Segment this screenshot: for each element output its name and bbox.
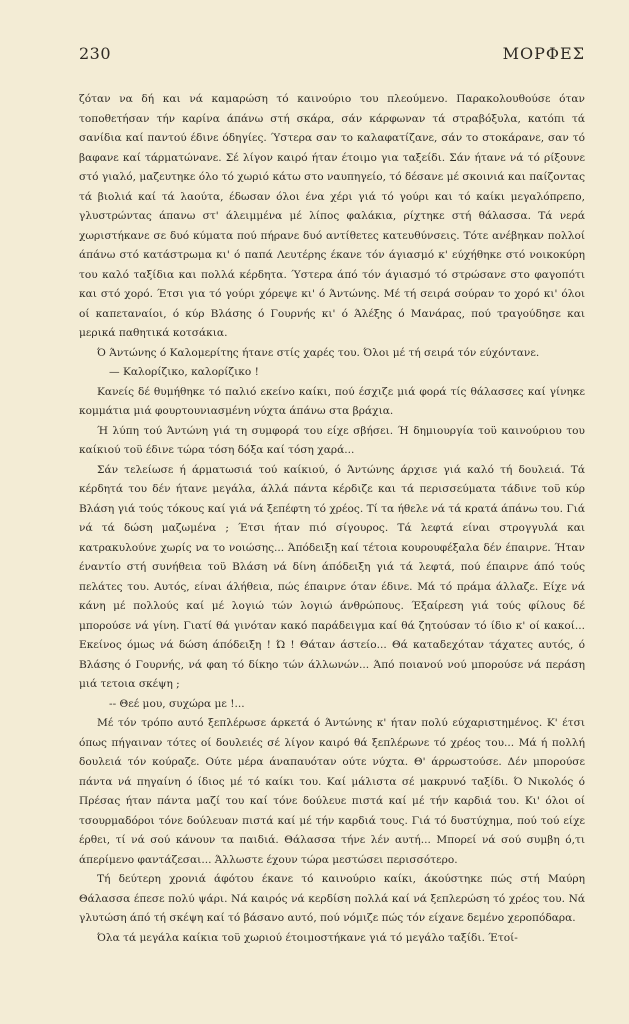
running-title: ΜΟΡΦΕΣ [502,44,585,63]
page-header [79,44,585,72]
paragraph: Ή λύπη τού Άντώνη γιά τη συμφορά του είχε σβήσει. Ή δημιουργία τοϋ καινούριου του καίκιού τοϋ έδινε τώρα τόση δόξα καί τόση χαρά... [79,424,585,456]
dialogue-line: — Καλορίζικο, καλορίζικο ! [109,366,259,378]
paragraph: Ό Άντώνης ό Καλομερίτης ήτανε στίς χαρές του. Όλοι μέ τή σειρά τόν εύχόντανε. [97,346,540,359]
body-text [79,90,585,948]
paragraph: Κανείς δέ θυμήθηκε τό παλιό εκείνο καίκι, πού έσχιζε μιά φορά τίς θάλασσες καί γίνηκε κομμάτια μιά φουρτουνιασμένη νύχτα άπάνω στα βράχια. [79,385,585,417]
paragraph: Τή δεύτερη χρονιά άφότου έκανε τό καινούριο καίκι, άκούστηκε πώς στή Μαύρη Θάλασσα έπεσε πολύ ψάρι. Νά καιρός νά κερδίση πολλά καί νά ξεπλερώση τό χρέος του. Νά γλυτώση άπό τή σκέψη καί τό βάσανο αυτό, πού νόμιζε πώς τόν είχανε δεμένο χεροπόδαρα. [79,873,585,924]
paragraph: Όλα τά μεγάλα καίκια τοϋ χωριού έτοιμοστήκανε γιά τό μεγάλο ταξίδι. Έτοί- [97,931,518,944]
paragraph: Μέ τόν τρόπο αυτό ξεπλέρωσε άρκετά ό Άντώνης κ' ήταν πολύ εύχαριστημένος. Κ' έτσι όπως πήγαιναν τότες οί δουλειές σέ λίγον καιρό θά ξεπλέρωνε τό χρέος του... Μά ή πολλή δουλειά τόν κούραζε. Ούτε μέρα άναπαυόταν ούτε νύχτα. Θ' άρρωστούσε. Δέν μπορούσε πάντα νά πηγαίνη ό ίδιος μέ τό καίκι του. Καί μάλιστα σέ μακρυνό ταξίδι. Ό Νικολός ό Πρέσας ήταν πάντα μαζί του καί τόνε δούλευε πιστά καί μέ τήν καρδιά του. Κι' όλοι οί τσουρμαδόροι τόνε δούλευαν πιστά καί μέ τήν καρδιά τους. Γιά τό δυστύχημα, πού τού είχε έρθει, τί νά σού κάνουν τα παιδιά. Θάλασσα τήνε λέν αυτή... Μπορεί νά σού συμβη ό,τι άπερίμενο φαντάζεσαι... Άλλωστε έχουν τώρα μεστώσει περισσότερο. [79,717,585,866]
dialogue-line: -- Θεέ μου, συχώρα με !... [109,697,245,710]
paragraph: Σάν τελείωσε ή άρματωσιά τού καίκιού, ό Άντώνης άρχισε γιά καλό τή δουλειά. Τά κέρδητά του δέν ήτανε μεγάλα, άλλά πάντα κέρδιζε και τά περισσεύματα τάδινε τοϋ κύρ Βλάση γιά τούς τόκους καί γιά νά ξεπέφτη τό χρέος. Τί τα ήθελε νά τά κρατά άπάνω του. Γιά νά τά δώση μαζωμένα ; Έτσι ήταν πιό σίγουρος. Τά λεφτά είναι στρογγυλά και κατρακυλούνε χωρίς να το νοιώσης... Άπόδειξη καί τέτοια κουρουφέξαλα δέν έπαιρνε. Ήταν έναντίο στή συνήθεια τοϋ Βλάση νά δίνη άπόδειξη γιά τά λεφτά, πού έπαιρνε άπό τούς πελάτες του. Αυτός, είναι άλήθεια, πώς έπαιρνε όταν έδινε. Μά τό πράμα άλλαζε. Είχε νά κάνη μέ πολλούς καί μέ λογιώ τών λογιώ άνθρώπους. Έξαίρεση γιά τούς φίλους δέ μπορούσε νά γίνη. Γιατί θά γινόταν κακό παράδειγμα καί θά ζητούσαν τό ίδιο κ' οί κακοί... Εκείνος όμως νά δώση άπόδειξη ! Ώ ! Θάταν άστείο... Θά καταδεχόταν τάχατες αυτός, ό Βλάσης ό Γουρνής, νά φαη τό δίκηο τών άλλωνών... Άπό ποιανού νού μπορούσε νά περάση μιά τετοια σκέψη ; [79,463,585,690]
paragraph: ζόταν να δή και νά καμαρώση τό καινούριο του πλεούμενο. Παρακολουθούσε όταν τοποθετήσαν τήν καρίνα άπάνω στή σκάρα, σάν κάρφωναν τά στραβόξυλα, κατόπι τά σανίδια καί παντού έδινε όδηγίες. Ύστερα σαν το καλαφατίζανε, σάν το στοκάρανε, σαν τό βαφανε καί τάρματώνανε. Σέ λίγον καιρό ήταν έτοιμο για ταξείδι. Σάν ήτανε νά τό ρίξουνε στό γιαλό, μαζευτηκε όλο τό χωριό κάτω στο ναυπηγείο, τό δέσανε μέ σκοινιά και παίζοντας τά βιολιά καί τά λαούτα, έδωσαν όλοι ένα χέρι γιά τό γούρι και τό καίκι μεγαλόπρεπο, γλυστρώντας άπανω στ' άλειμμένα μέ λίπος φαλάκια, ρίχτηκε στή θάλασσα. Τά νερά χωριστήκανε σε δυό κύματα πού πήρανε δυό αντίθετες κατευθύνσεις. Τότε ανέβηκαν πολλοί άπάνω στό κατάστρωμα κι' ό παπά Λευτέρης έκανε τόν άγιασμό κ' εύχήθηκε στό νοικοκύρη του καλό ταξίδια και πολλά κέρδητα. Ύστερα άπό τόν άγιασμό τό στρώσανε στο φαγοπότι και στό χορό. Έτσι για τό γούρι χόρεψε κι' ό Άντώνης. Μέ τή σειρά σούραν το χορό κι' όλοι οί καπεταναίοι, ό κύρ Βλάσης ό Γουρνής κι' ό Άλέξης ό Μανάρας, πού τραγούδησε και μερικά παθητικά κοτσάκια. [79,93,585,339]
page-number: 230 [79,44,112,63]
